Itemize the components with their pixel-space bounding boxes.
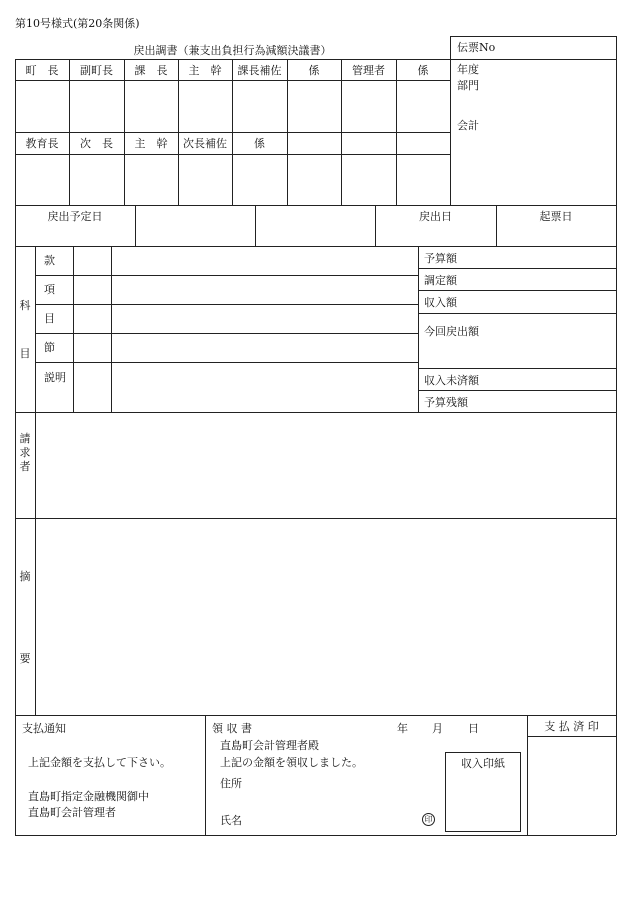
subject-row-label: 款 <box>44 254 55 267</box>
received-amount-label: 収入額 <box>424 296 457 309</box>
scheduled-date-label: 戻出予定日 <box>47 210 103 223</box>
accounting-label: 会計 <box>457 119 479 132</box>
approver-label: 次 長 <box>80 137 113 150</box>
payment-notice-line: 上記金額を支払して下さい。 <box>28 756 171 769</box>
unreceived-amount-label: 収入未済額 <box>424 374 479 387</box>
receipt-address-label: 住所 <box>220 777 242 790</box>
receipt-statement: 上記の金額を領収しました。 <box>220 756 363 769</box>
adjusted-amount-label: 調定額 <box>424 274 457 287</box>
subject-row-label: 節 <box>44 341 55 354</box>
receipt-name-label: 氏名 <box>220 814 242 827</box>
subject-label-1: 科 <box>19 299 31 312</box>
subject-row-label: 説明 <box>44 371 66 384</box>
approver-label: 管理者 <box>352 64 385 77</box>
receipt-month: 月 <box>432 722 443 735</box>
this-return-amount-label: 今回戻出額 <box>424 325 479 338</box>
approver-label: 係 <box>254 137 265 150</box>
summary-label-char: 要 <box>19 652 31 665</box>
approver-label: 係 <box>417 64 429 77</box>
approver-label: 次長補佐 <box>183 137 227 150</box>
approver-label: 主 幹 <box>134 137 168 150</box>
receipt-title: 領 収 書 <box>212 722 252 735</box>
claimant-label-char: 者 <box>19 460 31 473</box>
approver-label: 教育長 <box>25 137 59 150</box>
form-code: 第10号様式(第20条関係) <box>15 17 140 30</box>
paid-stamp-label: 支 払 済 印 <box>544 720 599 733</box>
subject-row-label: 目 <box>44 312 55 325</box>
receipt-addressee: 直島町会計管理者殿 <box>220 739 319 752</box>
receipt-day: 日 <box>468 722 479 735</box>
payment-notice-line: 直島町会計管理者 <box>28 806 116 819</box>
receipt-year: 年 <box>397 722 408 735</box>
form-title: 戻出調書（兼支出負担行為減額決議書） <box>133 44 332 57</box>
issue-date-label: 起票日 <box>539 210 573 223</box>
slip-no-label: 伝票No <box>457 41 496 54</box>
year-label: 年度 <box>457 63 479 76</box>
approver-label: 副町長 <box>80 64 113 77</box>
subject-row-label: 項 <box>44 283 55 296</box>
approver-label: 主 幹 <box>188 64 222 77</box>
approver-label: 係 <box>308 64 320 77</box>
claimant-label-char: 求 <box>19 446 31 459</box>
budget-remaining-label: 予算残額 <box>424 396 468 409</box>
budget-amount-label: 予算額 <box>424 252 457 265</box>
seal-icon: 印 <box>422 813 435 826</box>
revenue-stamp-label: 収入印紙 <box>461 757 505 770</box>
approver-label: 課 長 <box>134 64 168 77</box>
department-label: 部門 <box>457 79 479 92</box>
approver-label: 課長補佐 <box>237 64 282 77</box>
payment-notice-line: 直島町指定金融機関御中 <box>28 790 149 803</box>
revenue-stamp-box <box>445 752 521 832</box>
payment-notice-title: 支払通知 <box>22 722 66 735</box>
approver-label: 町 長 <box>25 64 59 77</box>
subject-label-2: 目 <box>19 347 31 360</box>
claimant-label-char: 請 <box>19 432 31 445</box>
summary-label-char: 摘 <box>19 570 31 583</box>
return-date-label: 戻出日 <box>419 210 452 223</box>
